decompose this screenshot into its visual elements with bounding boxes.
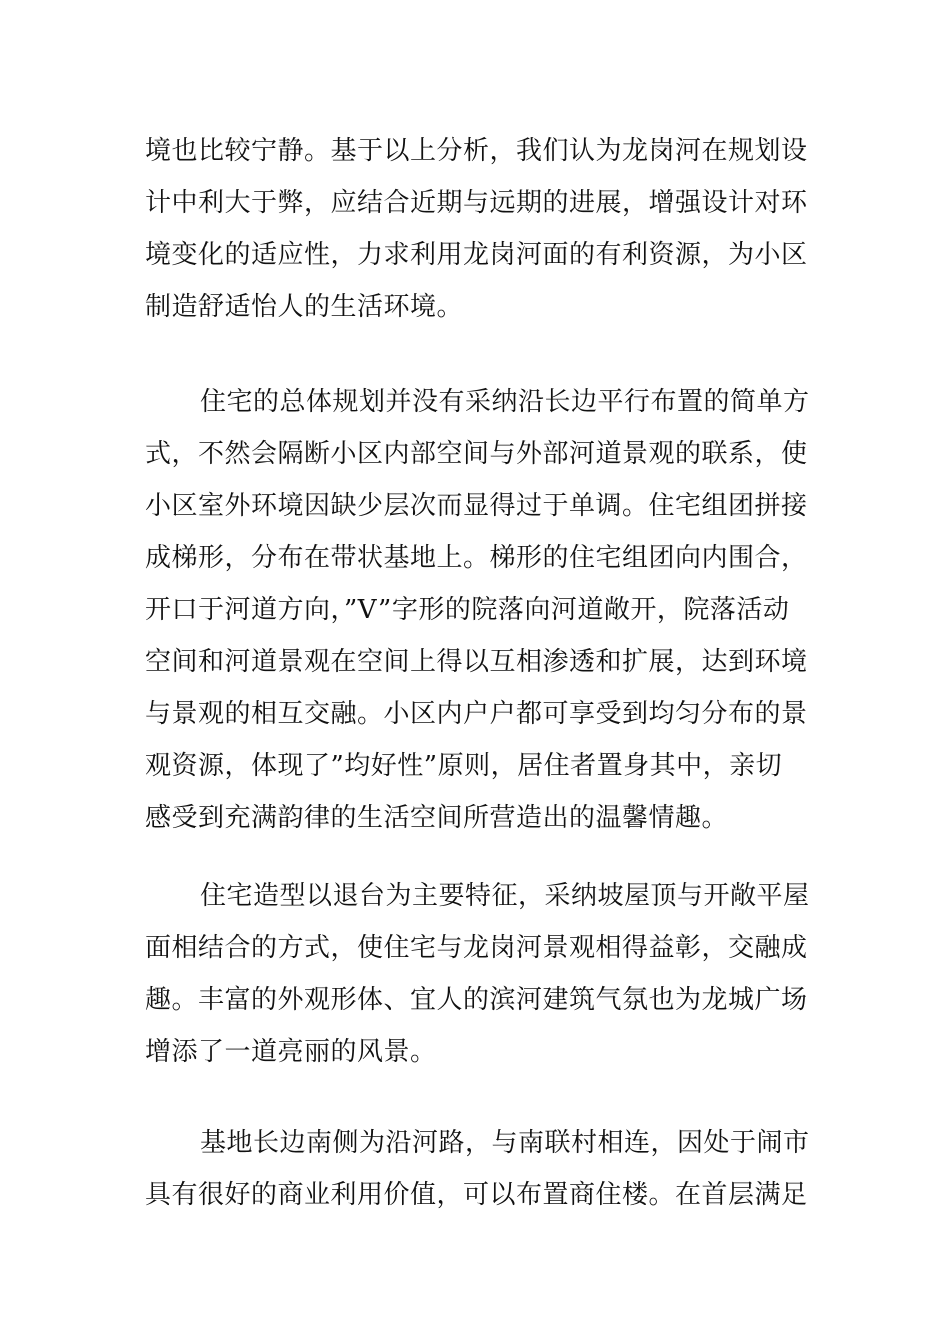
text-line: 成梯形，分布在带状基地上。梯形的住宅组团向内围合， bbox=[145, 543, 808, 573]
paragraph-3 bbox=[145, 870, 815, 1078]
text-line: 趣。丰富的外观形体、宜人的滨河建筑气氛也为龙城广场 bbox=[145, 985, 808, 1015]
text-line: 制造舒适怡人的生活环境。 bbox=[145, 292, 464, 322]
text-line: 增添了一道亮丽的风景。 bbox=[145, 1037, 437, 1067]
paragraph-2 bbox=[145, 376, 815, 844]
text-line: 境也比较宁静。基于以上分析，我们认为龙岗河在规划设 bbox=[145, 136, 808, 166]
text-line: 小区室外环境因缺少层次而显得过于单调。住宅组团拼接 bbox=[145, 491, 808, 521]
text-line: 观资源，体现了”均好性”原则，居住者置身其中，亲切 bbox=[145, 751, 783, 781]
text-line-first: 住宅的总体规划并没有采纳沿长边平行布置的简单方 bbox=[200, 387, 810, 417]
text-line-first: 基地长边南侧为沿河路，与南联村相连，因处于闹市 bbox=[200, 1128, 810, 1158]
text-line: 开口于河道方向，”V”字形的院落向河道敞开，院落活动 bbox=[145, 595, 790, 625]
text-line-first: 住宅造型以退台为主要特征，采纳坡屋顶与开敞平屋 bbox=[200, 881, 810, 911]
text-line: 感受到充满韵律的生活空间所营造出的温馨情趣。 bbox=[145, 803, 729, 833]
paragraph-1 bbox=[145, 125, 815, 333]
text-line: 与景观的相互交融。小区内户户都可享受到均匀分布的景 bbox=[145, 699, 808, 729]
text-line: 空间和河道景观在空间上得以互相渗透和扩展，达到环境 bbox=[145, 647, 808, 677]
text-line: 式，不然会隔断小区内部空间与外部河道景观的联系，使 bbox=[145, 439, 808, 469]
text-line: 具有很好的商业利用价值，可以布置商住楼。在首层满足 bbox=[145, 1180, 808, 1210]
text-line: 境变化的适应性，力求利用龙岗河面的有利资源，为小区 bbox=[145, 240, 808, 270]
paragraph-4 bbox=[145, 1117, 815, 1221]
text-line: 面相结合的方式，使住宅与龙岗河景观相得益彰，交融成 bbox=[145, 933, 808, 963]
text-line: 计中利大于弊，应结合近期与远期的进展，增强设计对环 bbox=[145, 188, 808, 218]
